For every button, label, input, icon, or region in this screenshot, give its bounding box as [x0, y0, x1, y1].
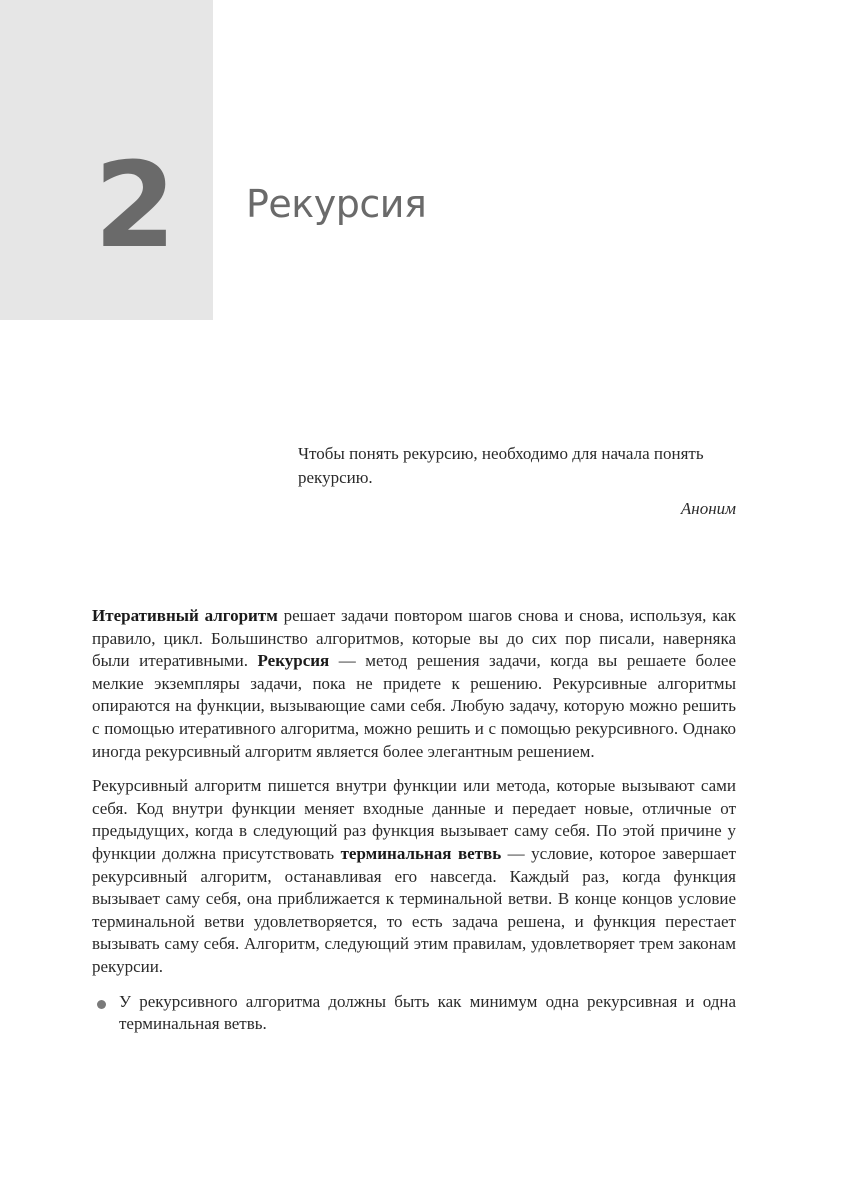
- term-base-case: терминальная ветвь: [340, 843, 502, 863]
- epigraph-text: Чтобы понять рекурсию, необходимо для начала понять рекурсию.: [298, 444, 704, 487]
- chapter-number-box: [0, 0, 213, 320]
- body-text: [92, 605, 736, 1036]
- paragraph-1-text-a: решает задачи повтором шагов снова и снова, используя, как правило, цикл. Большинство алгоритмов, которые вы до сих пор писали, наверняка были итеративными.: [92, 606, 736, 671]
- list-item: [92, 991, 736, 1036]
- paragraph-2-text-a: Рекурсивный алгоритм пишется внутри функции или метода, которые вызывают сами себя. Код внутри функции меняет входные данные и передает новые, отличные от предыдущих, когда в следующий раз функция вызывает саму себя. По этой причине у функции должна присутствовать: [92, 776, 736, 863]
- paragraph-2-text-b: — условие, которое завершает рекурсивный алгоритм, останавливая его навсегда. Каждый раз, когда функция вызывает саму себя, она приближается к терминальной ветви. В конце концов условие терминальной ветви удовлетворяется, то есть задача решена, и функция перестает вызывать саму себя. Алгоритм, следующий этим правилам, удовлетворяет трем законам рекурсии.: [92, 843, 736, 976]
- term-iterative-algorithm: Итеративный алгоритм: [92, 606, 278, 625]
- epigraph: [298, 442, 736, 521]
- bullet-dot-icon: [97, 1000, 106, 1009]
- paragraph-1-text-b: — метод решения задачи, когда вы решаете более мелкие экземпляры задачи, пока не придете к решению. Рекурсивные алгоритмы опираются на функции, вызывающие сами себя. Любую задачу, которую можно решить с помощью итеративного алгоритма, можно решить и с помощью рекурсивного. Однако иногда рекурсивный алгоритм является более элегантным решением.: [92, 651, 737, 761]
- term-recursion: Рекурсия: [257, 651, 330, 671]
- paragraph-1: [92, 605, 736, 763]
- bullet-list: [92, 991, 736, 1036]
- chapter-title: Рекурсия: [246, 182, 427, 226]
- paragraph-2: [92, 775, 736, 978]
- list-item-text: У рекурсивного алгоритма должны быть как минимум одна рекурсивная и одна терминальная ветвь.: [119, 991, 736, 1034]
- epigraph-author: Аноним: [680, 499, 736, 518]
- chapter-number: 2: [94, 136, 173, 274]
